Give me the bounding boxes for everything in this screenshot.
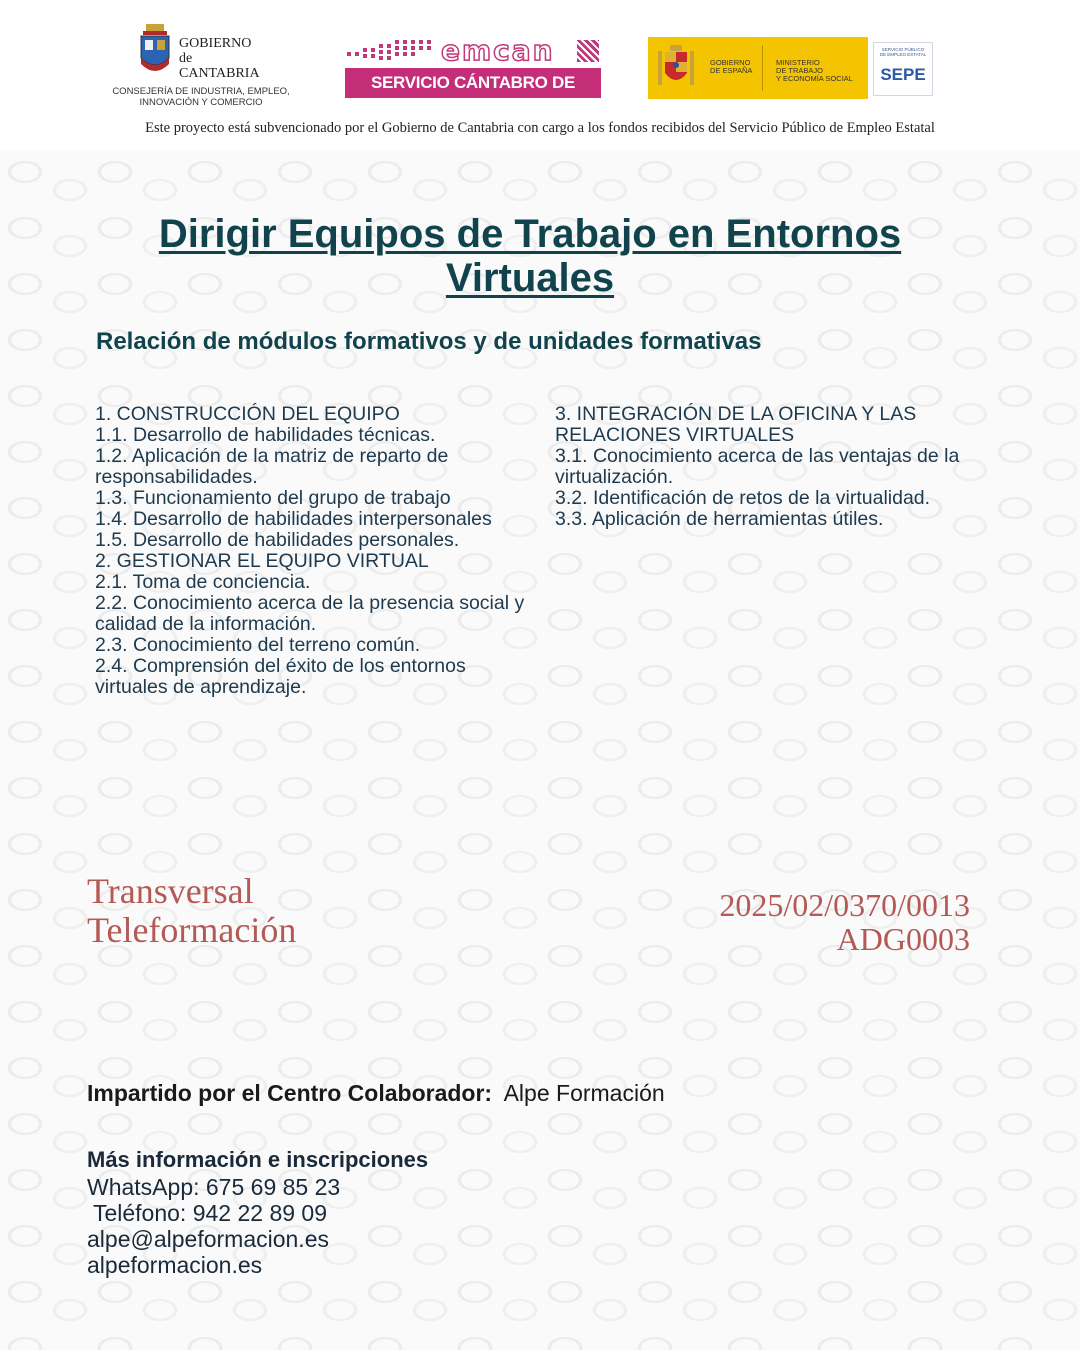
- module-item: 2.4. Comprensión del éxito de los entornos virtuales de aprendizaje.: [95, 655, 466, 698]
- module-item: 2. GESTIONAR EL EQUIPO VIRTUAL: [95, 550, 429, 572]
- emcan-service-bar: SERVICIO CÁNTABRO DE EMPLEO: [345, 68, 601, 98]
- cantabria-dept-line-2: INNOVACIÓN Y COMERCIO: [139, 97, 263, 108]
- cantabria-name-line-3: CANTABRIA: [179, 66, 260, 81]
- contact-phone[interactable]: Teléfono: 942 22 89 09: [87, 1200, 328, 1226]
- module-item: 3.3. Aplicación de herramientas útiles.: [555, 508, 884, 530]
- modules-left-column: [95, 404, 535, 698]
- contact-whatsapp[interactable]: WhatsApp: 675 69 85 23: [87, 1174, 341, 1200]
- ministerio-line-2: DE TRABAJO: [776, 66, 823, 75]
- contact-block: [87, 1146, 428, 1278]
- contact-website[interactable]: alpeformacion.es: [87, 1252, 263, 1278]
- gobierno-cantabria-logo: [104, 22, 298, 112]
- module-item: 1.1. Desarrollo de habilidades técnicas.: [95, 424, 436, 446]
- module-item: 3.1. Conocimiento acerca de las ventajas de la virtualización.: [555, 445, 960, 488]
- module-item: 2.2. Conocimiento acerca de la presencia social y calidad de la información.: [95, 592, 525, 635]
- contact-heading: Más información e inscripciones: [87, 1147, 429, 1172]
- spain-crest-icon: [656, 45, 696, 91]
- gobierno-espana-logo: [648, 37, 868, 99]
- course-code: ADG0003: [836, 921, 970, 957]
- provider-name: Alpe Formación: [503, 1080, 665, 1106]
- module-item: 3.2. Identificación de retos de la virtualidad.: [555, 487, 931, 509]
- emcan-pixel-icon: [345, 40, 433, 60]
- cantabria-shield-icon: [138, 24, 172, 76]
- cantabria-name-line-2: de: [179, 51, 193, 66]
- emcan-logo: [345, 34, 601, 122]
- module-item: 1.4. Desarrollo de habilidades interpersonales: [95, 508, 492, 530]
- header-logos: [0, 0, 1080, 150]
- sepe-wordmark: SEPE: [880, 65, 926, 84]
- course-title: Dirigir Equipos de Trabajo en Entornos Virtuales: [158, 212, 902, 300]
- provider-line: [87, 1080, 665, 1107]
- cantabria-name-line-1: GOBIERNO: [179, 36, 252, 51]
- ministerio-line-3: Y ECONOMÍA SOCIAL: [776, 74, 853, 83]
- module-item: 1.3. Funcionamiento del grupo de trabajo: [95, 487, 451, 509]
- sepe-logo: [873, 42, 933, 96]
- funding-note: Este proyecto está subvencionado por el Gobierno de Cantabria con cargo a los fondos recibidos del Servicio Público de Empleo Estatal: [145, 120, 935, 136]
- module-item: 2.3. Conocimiento del terreno común.: [95, 634, 421, 656]
- modules-subtitle: Relación de módulos formativos y de unidades formativas: [96, 328, 762, 355]
- sepe-small-line-1: SERVICIO PÚBLICO: [881, 47, 925, 52]
- module-item: 1.5. Desarrollo de habilidades personales.: [95, 529, 460, 551]
- gobierno-espana-line-1: GOBIERNO: [710, 58, 751, 67]
- gobierno-espana-line-2: DE ESPAÑA: [710, 66, 753, 75]
- sepe-small-line-2: DE EMPLEO ESTATAL: [879, 52, 927, 57]
- expediente-number: 2025/02/0370/0013: [719, 887, 970, 923]
- emcan-wordmark: emcan: [441, 34, 555, 67]
- course-modality: Teleformación: [87, 910, 297, 950]
- module-item: 2.1. Toma de conciencia.: [95, 571, 311, 593]
- course-codes-block: [719, 888, 970, 956]
- ministerio-line-1: MINISTERIO: [776, 58, 820, 67]
- module-item: 3. INTEGRACIÓN DE LA OFICINA Y LAS RELACIONES VIRTUALES: [555, 403, 917, 446]
- provider-label: Impartido por el Centro Colaborador:: [87, 1080, 493, 1106]
- course-modality-block: [87, 872, 296, 950]
- cantabria-dept-line-1: CONSEJERÍA DE INDUSTRIA, EMPLEO,: [112, 86, 290, 97]
- modules-right-column: [555, 404, 975, 530]
- module-item: 1.2. Aplicación de la matriz de reparto de responsabilidades.: [95, 445, 449, 488]
- module-item: 1. CONSTRUCCIÓN DEL EQUIPO: [95, 403, 400, 425]
- contact-email[interactable]: alpe@alpeformacion.es: [87, 1226, 329, 1252]
- course-type: Transversal: [87, 871, 254, 911]
- emcan-square-icon: [577, 40, 599, 62]
- ministerio-divider: [762, 45, 763, 91]
